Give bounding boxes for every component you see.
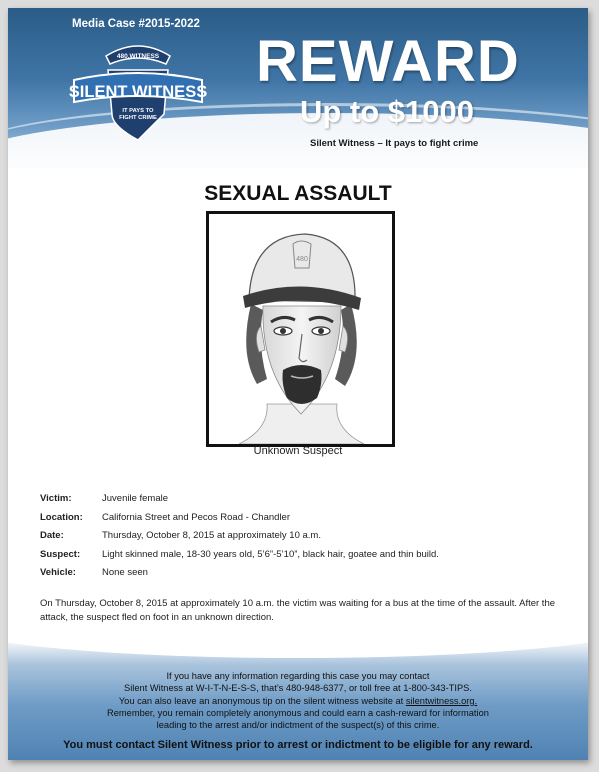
media-case-number: Media Case #2015-2022 — [72, 18, 200, 30]
detail-row-victim — [40, 493, 439, 512]
silent-witness-logo — [68, 36, 208, 146]
detail-label: Suspect: — [40, 548, 81, 560]
header-tagline: Silent Witness – It pays to fight crime — [310, 138, 479, 149]
detail-row-suspect — [40, 549, 439, 568]
logo-main-text: SILENT WITNESS — [68, 83, 208, 101]
detail-label: Location: — [40, 511, 83, 523]
logo-sub-line2: FIGHT CRIME — [119, 115, 157, 121]
reward-amount: Up to $1000 — [300, 94, 475, 129]
footer-line-2: Silent Witness at W-I-T-N-E-S-S, that’s 480-948-6377, or toll free at 1-800-343-TIPS. — [124, 683, 472, 694]
footer-line-3 — [8, 695, 588, 707]
detail-value: Thursday, October 8, 2015 at approximately 10 a.m. — [102, 530, 321, 541]
case-narrative: On Thursday, October 8, 2015 at approximately 10 a.m. the victim was waiting for a bus at the time of the assault. After the attack, the suspect fled on foot in an unknown direction. — [40, 598, 556, 623]
logo-sub-line1: IT PAYS TO — [122, 108, 154, 114]
footer-line-1: If you have any information regarding this case you may contact — [166, 671, 430, 681]
footer-contact-info — [8, 670, 588, 731]
footer-line-5: leading to the arrest and/or indictment of the suspect(s) of this crime. — [156, 720, 440, 731]
suspect-sketch-drawing — [209, 214, 392, 444]
detail-label: Victim: — [40, 493, 72, 504]
detail-value: Juvenile female — [102, 493, 169, 504]
detail-row-location — [40, 512, 439, 531]
reward-heading: REWARD — [256, 29, 520, 94]
detail-label: Vehicle: — [40, 567, 76, 578]
website-link[interactable]: silentwitness.org. — [405, 695, 478, 706]
footer-line-4: Remember, you remain completely anonymous and could earn a cash-reward for information — [107, 707, 489, 718]
suspect-sketch — [206, 211, 395, 447]
sketch-caption: Unknown Suspect — [253, 445, 343, 457]
detail-label: Date: — [40, 530, 64, 541]
detail-row-vehicle — [40, 567, 439, 586]
cap-logo-text: 480 — [296, 256, 308, 263]
case-details — [40, 493, 439, 586]
detail-row-date — [40, 530, 439, 549]
detail-value: None seen — [102, 567, 148, 578]
logo-top-text: 480.WITNESS — [116, 53, 160, 60]
eligibility-notice: You must contact Silent Witness prior to arrest or indictment to be eligible for any reward. — [63, 739, 533, 751]
footer-line-3-text: You can also leave an anonymous tip on the silent witness website at — [118, 695, 406, 706]
footer-banner — [8, 638, 588, 760]
header-banner — [8, 8, 588, 168]
flyer-page — [8, 8, 588, 760]
detail-value: California Street and Pecos Road - Chandler — [102, 511, 290, 523]
case-title: SEXUAL ASSAULT — [204, 182, 392, 205]
detail-value: Light skinned male, 18-30 years old, 5’6”-5’10”, black hair, goatee and thin build. — [102, 548, 439, 560]
footer-curve — [8, 638, 588, 658]
